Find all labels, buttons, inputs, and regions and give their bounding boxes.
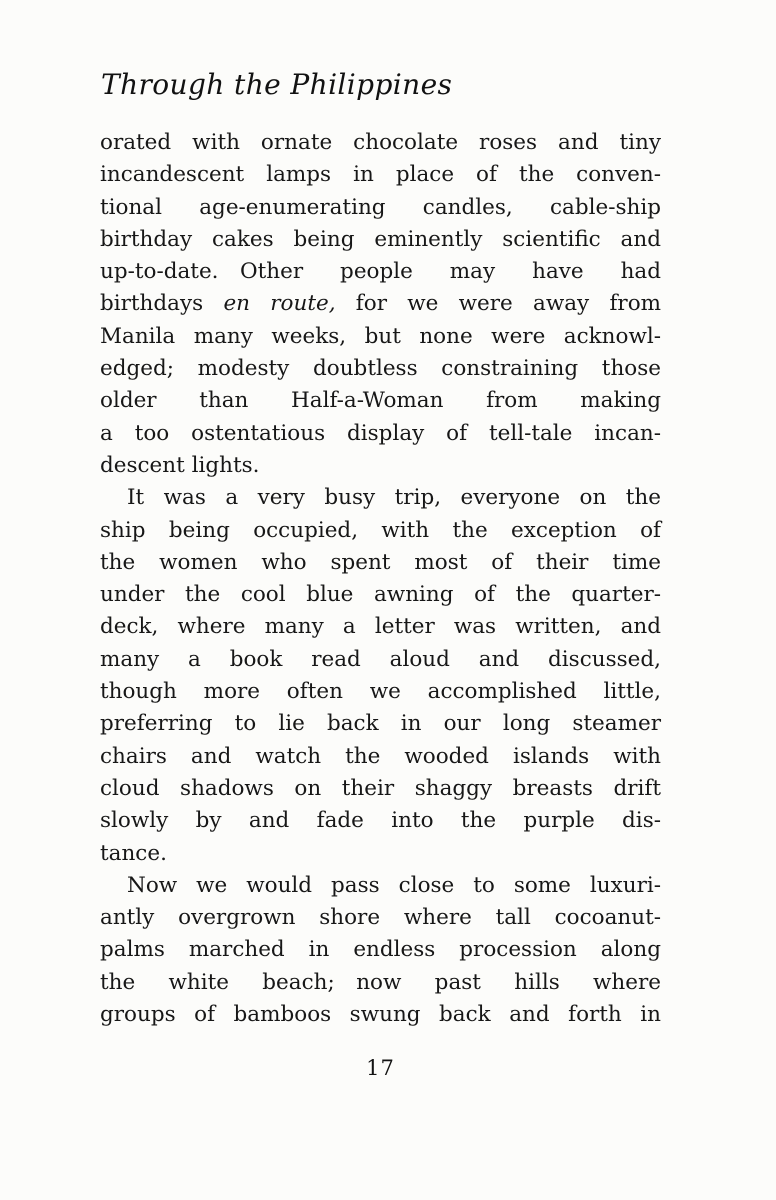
text-segment: tance. <box>100 840 167 866</box>
text-line <box>100 902 661 934</box>
paragraph <box>100 482 661 870</box>
text-segment: deck, where many a letter was written, and <box>100 614 661 640</box>
text-line <box>100 482 661 514</box>
text-line <box>100 644 661 676</box>
text-line <box>100 999 661 1031</box>
running-header: Through the Philippines <box>101 68 453 101</box>
italic-text: en route, <box>223 291 336 317</box>
text-segment: for we were away from <box>335 291 662 317</box>
text-line <box>100 418 661 450</box>
text-line <box>100 515 661 547</box>
text-line <box>100 256 661 288</box>
text-line <box>100 741 661 773</box>
text-line <box>100 805 661 837</box>
text-segment: Manila many weeks, but none were acknowl- <box>100 323 661 349</box>
text-segment: though more often we accomplished little, <box>100 679 661 705</box>
page-number: 17 <box>366 1056 395 1080</box>
text-segment: It was a very busy trip, everyone on the <box>127 485 661 511</box>
text-segment: birthdays <box>100 291 224 317</box>
text-segment: slowly by and fade into the purple dis- <box>100 808 661 834</box>
text-segment: a too ostentatious display of tell-tale incan- <box>100 420 661 446</box>
text-line <box>100 159 661 191</box>
text-segment: ship being occupied, with the exception of <box>100 517 661 543</box>
text-line <box>100 611 661 643</box>
text-line <box>100 676 661 708</box>
text-line <box>100 385 661 417</box>
text-segment: antly overgrown shore where tall cocoanut- <box>100 905 661 931</box>
text-segment: older than Half-a-Woman from making <box>100 388 661 414</box>
text-line <box>100 967 661 999</box>
text-segment: orated with ornate chocolate roses and tiny <box>100 130 661 155</box>
text-segment: Now we would pass close to some luxuri- <box>127 872 661 898</box>
text-segment: the white beach; now past hills where <box>100 969 661 995</box>
text-line <box>100 579 661 611</box>
paragraph <box>100 870 661 1031</box>
text-line <box>100 838 661 870</box>
text-line <box>100 353 661 385</box>
text-segment: many a book read aloud and discussed, <box>100 646 661 672</box>
text-line <box>100 708 661 740</box>
text-line <box>100 321 661 353</box>
text-segment: preferring to lie back in our long steamer <box>100 711 661 737</box>
text-segment: birthday cakes being eminently scientific and <box>100 226 661 252</box>
text-segment: cloud shadows on their shaggy breasts drift <box>100 775 661 801</box>
text-segment: tional age-enumerating candles, cable-ship <box>100 194 661 220</box>
text-segment: up-to-date. Other people may have had <box>100 259 661 285</box>
text-segment: incandescent lamps in place of the conven- <box>100 162 661 188</box>
text-line <box>100 127 661 159</box>
paragraph <box>100 127 661 482</box>
text-segment: groups of bamboos swung back and forth in <box>100 1002 661 1028</box>
text-segment: chairs and watch the wooded islands with <box>100 743 661 769</box>
text-line <box>100 450 661 482</box>
text-line <box>100 192 661 224</box>
text-line <box>100 224 661 256</box>
text-line <box>100 934 661 966</box>
text-line <box>100 870 661 902</box>
text-line <box>100 773 661 805</box>
page-body <box>100 127 661 1031</box>
text-segment: the women who spent most of their time <box>100 549 661 575</box>
text-segment: under the cool blue awning of the quarter- <box>100 582 661 608</box>
text-line <box>100 547 661 579</box>
text-segment: palms marched in endless procession along <box>100 937 661 963</box>
text-segment: edged; modesty doubtless constraining those <box>100 356 661 382</box>
text-segment: descent lights. <box>100 452 260 478</box>
text-line <box>100 288 661 320</box>
